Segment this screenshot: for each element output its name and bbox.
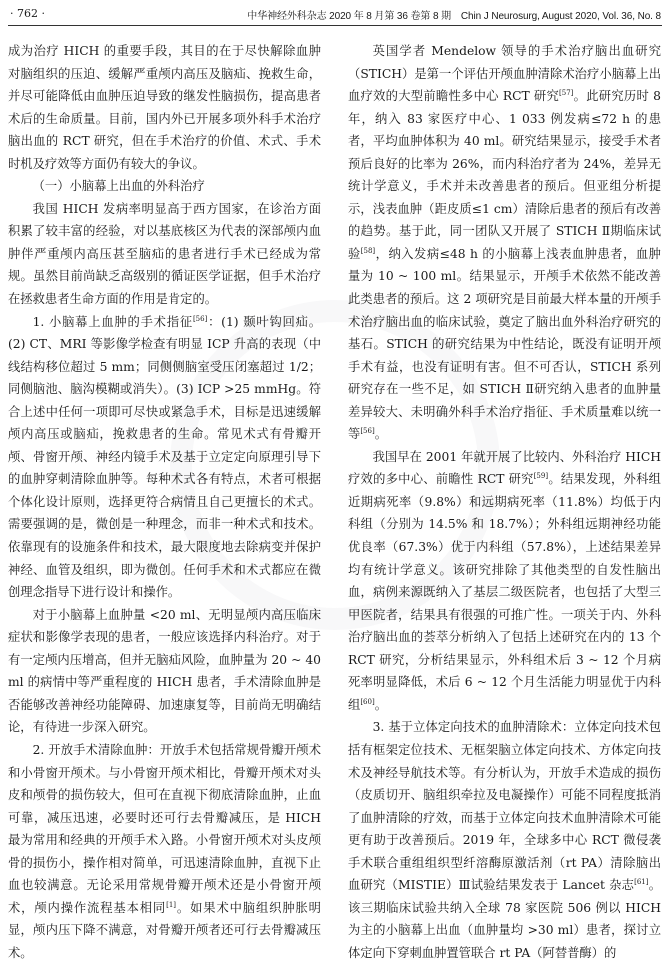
text-span: 2. 开放手术清除血肿：开放手术包括常规骨瓣开颅术和小骨窗开颅术。与小骨窗开颅术相比，骨瓣开颅术对头皮和颅骨的损伤较大，但可在直视下彻底清除血肿，止血可靠，减压迅速，必要时还可行去骨瓣减压，是 HICH 最为常用和经典的开颅手术入路。小骨窗开颅术对头皮颅骨的损伤小，操作相对简单，可迅速清除血肿，直视下止血也较满意。无论采用常规骨瓣开颅术还是小骨窗开颅术，颅内操作流程基本相同: [8, 742, 321, 915]
journal-running-title: 中华神经外科杂志 2020 年 8 月第 36 卷第 8 期 Chin J Neurosurg, August 2020, Vol. 36, No. 8: [247, 11, 661, 22]
citation-ref: [56]: [192, 314, 208, 323]
paragraph: [8, 739, 321, 964]
citation-ref: [60]: [360, 697, 375, 706]
text-span: 3. 基于立体定向技术的血肿清除术：立体定向技术包括有框架定位技术、无框架脑立体定向技术、方体定向技术及神经导航技术等。有分析认为，开放手术造成的损伤（皮质切开、脑组织牵拉及电凝操作）可能不同程度抵消了血肿清除的疗效，而基于立体定向技术血肿清除术可能更有助于改善预后。2019 年，全球多中心 RCT 微侵袭手术联合重组组织型纤溶酶原激活剂（rt PA）清除脑出血研究（MISTIE）Ⅲ试验结果发表于 Lancet 杂志: [348, 720, 661, 893]
right-column: [348, 40, 661, 964]
citation-ref: [56]: [360, 427, 375, 436]
text-span: 英国学者 Mendelow 领导的手术治疗脑出血研究（STICH）是第一个评估开颅血肿清除术治疗小脑幕上出血疗效的大型前瞻性多中心 RCT 研究: [348, 44, 661, 104]
citation-ref: [57]: [559, 89, 574, 97]
paragraph: 成为治疗 HICH 的重要手段，其目的在于尽快解除血肿对脑组织的压迫、缓解严重颅内高压及脑疝、挽救生命，并尽可能降低由血肿压迫导致的继发性脑损伤，提高患者术后的生命质量。目前，国内外已开展多项外科手术治疗脑出血的 RCT 研究，但在手术治疗的价值、术式、手术时机及疗效等方面仍有较大的争议。: [8, 44, 321, 171]
paragraph: 对于小脑幕上血肿量 <20 ml、无明显颅内高压临床症状和影像学表现的患者，一般应该选择内科治疗。对于有一定颅内压增高，但并无脑疝风险，血肿量为 20 ~ 40 ml 的病情中等严重程度的 HICH 患者，手术清除血肿是否能够改善神经功能障碍、加速康复等，目前尚无明确结论，有待进一步深入研究。: [8, 607, 321, 735]
paragraph: [8, 311, 321, 604]
text-span: 1. 小脑幕上血肿的手术指征: [32, 314, 193, 329]
left-column: [8, 40, 321, 964]
text-span: 。如果术中脑组织肿胀明显，颅内压下降不满意，对骨瓣开颅者还可行去骨瓣减压术。: [8, 900, 321, 960]
text-span: 。该三期临床试验共纳入全球 78 家医院 506 例以 HICH 为主的小脑幕上出血（血肿量均 >30 ml）患者，探讨立体定向下穿刺血肿置管联合 rt PA（阿替普酶）的: [348, 878, 661, 960]
citation-ref: [58]: [360, 246, 376, 255]
text-span: 我国早在 2001 年就开展了比较内、外科治疗 HICH 疗效的多中心、前瞻性 RCT 研究: [348, 449, 661, 487]
citation-ref: [1]: [166, 900, 177, 909]
header-rule: [8, 25, 662, 26]
page-header: [0, 0, 669, 26]
text-span: ：(1) 颞叶钩回疝。(2) CT、MRI 等影像学检查有明显 ICP 升高的表现（中线结构移位超过 5 mm；同侧侧脑室受压闭塞超过 1/2；同侧脑池、脑沟模糊或消失）。(3) ICP >25 mmHg。符合上述中任何一项即可尽快或紧急手术，目标是迅速缓解颅内高压或脑疝，挽救患者的生命。常见术式有骨瓣开颅、骨窗开颅、神经内镜手术及基于立定定向原理引导下的血肿穿刺清除血肿等。每种术式各有特点，术者可根据个体化设计原则，选择更符合病情且自己更擅长的术式。需要强调的是，微创是一种理念，而非一种术式和技术。依靠现有的设施条件和技术，最大限度地去除病变并保护神经、血管及组织，即为微创。任何手术和术式都应在微创理念指导下进行设计和操作。: [8, 314, 321, 600]
text-span: 。: [374, 427, 387, 442]
citation-ref: [61]: [634, 878, 649, 887]
paragraph: [348, 716, 661, 964]
paragraph: [348, 40, 661, 446]
text-span: ，纳入发病≤48 h 的小脑幕上浅表血肿患者，血肿量为 10 ~ 100 ml。结果显示，开颅手术依然不能改善此类患者的预后。这 2 项研究是目前最大样本量的开颅手术治疗脑出血的临床试验，奠定了脑出血外科治疗研究的基石。STICH 的研究结果为中性结论，既没有证明开颅手术有益，也没有证明有害。但不可否认，STICH 系列研究存在一些不足，如 STICH Ⅱ研究纳入患者的血肿量差异较大、未明确外科手术治疗指征、手术质量难以统一等: [348, 246, 661, 442]
text-span: 。此研究历时 8 年，纳入 83 家医疗中心、1 033 例发病≤72 h 的患者，平均血肿体积为 40 ml。研究结果显示，接受手术者预后良好的比率为 26%，而内科治疗者为 24%，差异无统计学意义，手术并未改善患者的预后。但亚组分析提示，浅表血肿（距皮质≤1 cm）清除后患者的预后有改善的趋势。基于此，同一团队又开展了 STICH Ⅱ期临床试验: [348, 89, 661, 261]
paragraph: [348, 446, 661, 717]
citation-ref: [59]: [533, 472, 549, 481]
paragraph: 我国 HICH 发病率明显高于西方国家，在诊治方面积累了较丰富的经验，对以基底核区为代表的深部颅内血肿伴严重颅内高压甚至脑疝的患者进行手术已经成为常规。虽然目前尚缺乏高级别的循证医学证据，但手术治疗在拯救患者生命方面的作用是肯定的。: [8, 201, 321, 307]
text-span: 。: [374, 697, 387, 712]
section-heading: （一）小脑幕上出血的外科治疗: [32, 179, 205, 194]
page-number: · 762 ·: [10, 7, 45, 20]
text-span: 。结果发现，外科组近期病死率（9.8%）和远期病死率（11.8%）均低于内科组（分别为 14.5% 和 18.7%）；外科组远期神经功能优良率（67.3%）优于内科组（57.8%），上述结果差异均有统计学意义。该研究排除了其他类型的自发性脑出血，病例来源既纳入了基层二级医院者，也包括了大型三甲医院者，结果具有很强的可推广性。一项关于内、外科治疗脑出血的荟萃分析纳入了包括上述研究在内的 13 个 RCT 研究，分析结果显示，外科组术后 3 ~ 12 个月病死率明显降低，术后 6 ~ 12 个月生活能力明显优于内科组: [348, 472, 661, 712]
